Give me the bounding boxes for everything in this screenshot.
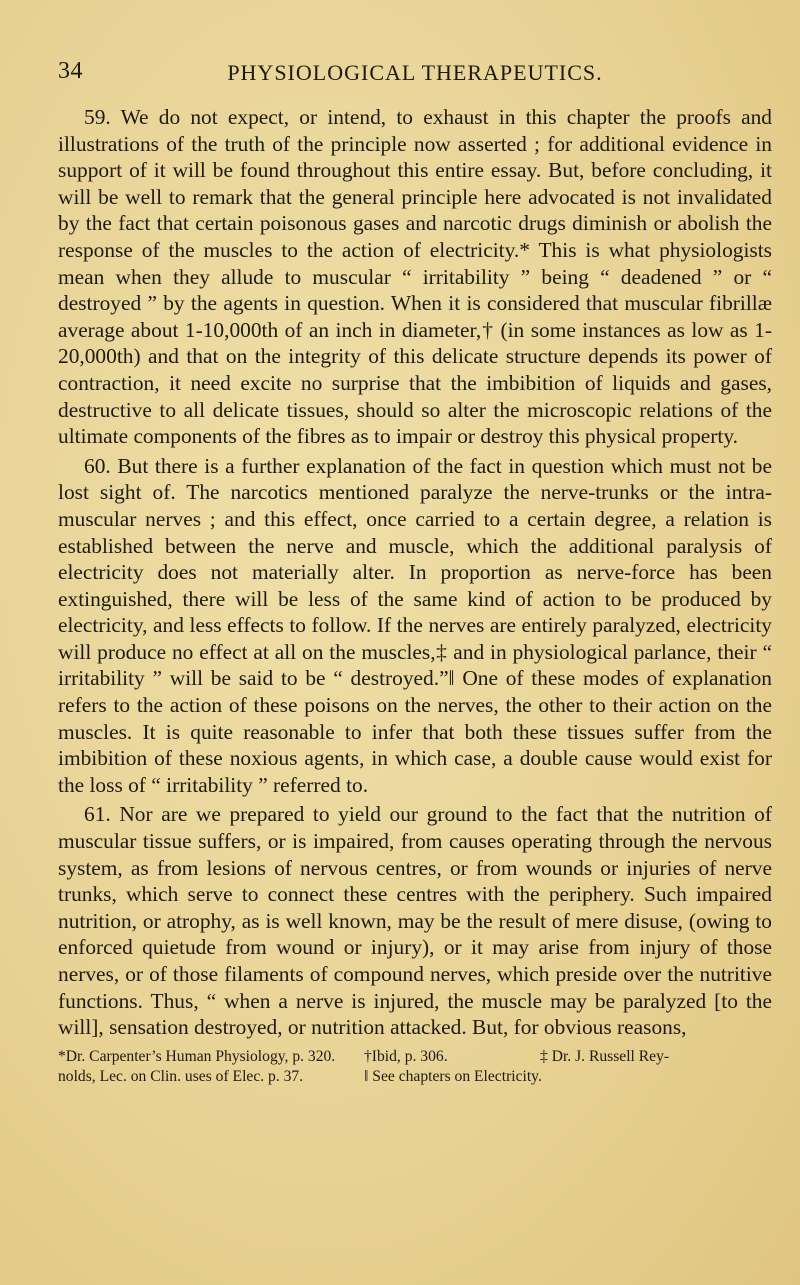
footnote-ibid: †Ibid, p. 306. [364, 1047, 448, 1065]
paragraph-59: 59. We do not expect, or intend, to exhaust in this chapter the proofs and illustrations of the truth of the principle now asserted ; for additional evidence in support of it will be found throughout this entire essay. But, before concluding, it will be well to remark that the general principle here advocated is not invalidated by the fact that certain poisonous gases and narcotic drugs diminish or abolish the response of the muscles to the action of electricity.* This is what physiologists mean when they allude to muscular “ irritability ” being “ deadened ” or “ destroyed ” by the agents in question. When it is considered that muscular fibrillæ average about 1-10,000th of an inch in diameter,† (in some instances as low as 1-20,000th) and that on the integrity of this delicate structure depends its power of contraction, it need excite no surprise that the imbibition of liquids and gases, destructive to all delicate tissues, should so alter the microscopic relations of the ultimate components of the fibres as to impair or destroy this physical property. [58, 105, 772, 449]
body-text [58, 104, 772, 1041]
footnote-carpenter: *Dr. Carpenter’s Human Physiology, p. 320. [58, 1047, 336, 1065]
paragraph-61: 61. Nor are we prepared to yield our ground to the fact that the nutrition of muscular tissue suffers, or is impaired, from causes operating through the nervous system, as from lesions of nervous centres, or from wounds or injuries of nerve trunks, which serve to connect these centres with the periphery. Such impaired nutrition, or atrophy, as is well known, may be the result of mere disuse, (owing to enforced quietude from wound or injury), or it may arise from injury of those nerves, or of those filaments of compound nerves, which preside over the nutritive functions. Thus, “ when a nerve is injured, the muscle may be paralyzed [to the will], sensation destroyed, or nutrition attacked. But, for obvious reasons, [58, 802, 772, 1040]
running-head [58, 58, 772, 92]
footnote-reynolds: ‡ Dr. J. Russell Rey- [540, 1047, 670, 1065]
footnote-reynolds-continued: nolds, Lec. on Clin. uses of Elec. p. 37. [58, 1067, 304, 1085]
footnote-electricity: ‖ See chapters on Electricity. [364, 1067, 542, 1085]
footnotes [58, 1047, 772, 1087]
page-content [58, 58, 772, 1087]
page-number: 34 [58, 58, 83, 84]
running-title: PHYSIOLOGICAL THERAPEUTICS. [227, 60, 603, 85]
paragraph-60: 60. But there is a further explanation of the fact in question which must not be lost sight of. The narcotics mentioned paralyze the nerve-trunks or the intra-muscular nerves ; and this effect, once carried to a certain degree, a relation is established between the nerve and muscle, which the additional paralysis of electricity does not materially alter. In proportion as nerve-force has been extinguished, there will be less of the same kind of action to be produced by electricity, and less effects to follow. If the nerves are entirely paralyzed, electricity will produce no effect at all on the muscles,‡ and in physiological parlance, their “ irritability ” will be said to be “ destroyed.”‖ One of these modes of explanation refers to the action of these poisons on the nerves, the other to their action on the muscles. It is quite reasonable to infer that both these tissues suffer from the imbibition of these noxious agents, in which case, a double cause would exist for the loss of “ irritability ” referred to. [58, 453, 772, 797]
